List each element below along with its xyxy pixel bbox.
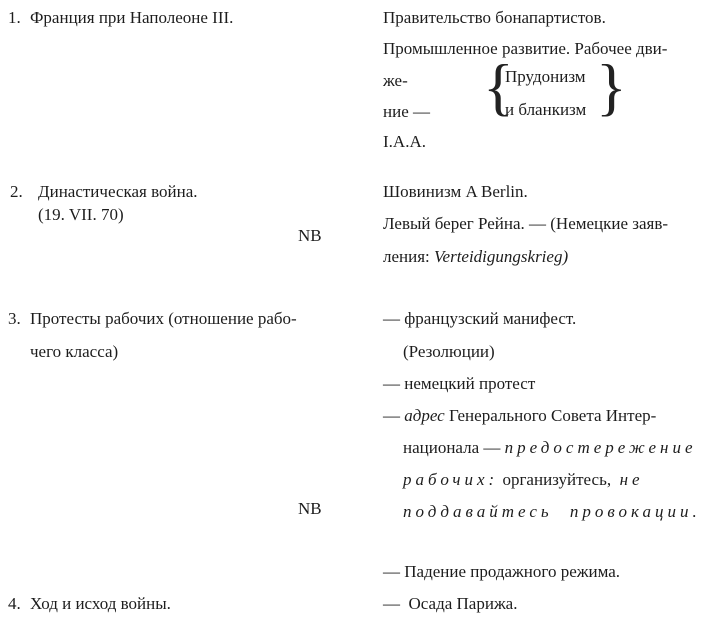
item3-right-line-4-italic: адрес — [404, 406, 445, 425]
item3-right-line-6-emphasis-2: не — [619, 470, 644, 489]
item3-right-line-3: — немецкий протест — [383, 374, 536, 393]
item3-right-line-4-dash: — — [383, 406, 405, 425]
item4-title: Ход и исход войны. — [30, 594, 171, 613]
item2-right-line-2: Левый берег Рейна. — (Немецкие заяв- — [383, 214, 669, 233]
item3-right-line-4-rest: Генерального Совета Интер- — [444, 406, 657, 425]
item3-right-line-2: (Резолюции) — [403, 342, 495, 361]
item2-date: (19. VII. 70) — [38, 205, 124, 224]
item3-right-line-4 — [383, 405, 656, 426]
item3-number: 3. — [8, 309, 21, 328]
brace-line-bottom: и бланкизм — [505, 100, 587, 119]
item1-title: Франция при Наполеоне III. — [30, 8, 234, 27]
item3-right-line-5 — [403, 437, 697, 458]
item2-right-line-3-prefix: ления: — [383, 247, 435, 266]
item3-right-line-7: поддавайтесь провокации. — [403, 502, 701, 521]
item4-number: 4. — [8, 594, 21, 613]
item2-right-line-1: Шовинизм A Berlin. — [383, 182, 528, 201]
item3-right-line-6 — [403, 469, 644, 490]
item1-right-line-5: I.A.A. — [383, 132, 426, 151]
item3-right-line-5-prefix: национала — — [403, 438, 505, 457]
item1-right-line-3: же- — [383, 71, 408, 90]
item4-right-line-1: — Падение продажного режима. — [383, 562, 621, 581]
item1-number: 1. — [8, 8, 21, 27]
item2-number: 2. — [10, 182, 23, 201]
item1-right-line-4: ние — — [383, 102, 430, 121]
item3-right-line-6-plain: организуйтесь, — [498, 470, 620, 489]
item3-title-2: чего класса) — [30, 342, 119, 361]
item2-right-line-3 — [383, 246, 568, 267]
item3-right-line-1: — французский манифест. — [383, 309, 577, 328]
item3-right-line-6-emphasis-1: рабочих: — [403, 470, 499, 489]
left-brace-icon: { — [483, 51, 514, 122]
item3-title-1: Протесты рабочих (отношение рабо- — [30, 309, 297, 328]
item2-title: Династическая война. — [38, 182, 198, 201]
nb-marker-1: NB — [298, 226, 322, 245]
item1-right-line-2: Промышленное развитие. Рабочее дви- — [383, 39, 668, 58]
item2-right-line-3-italic: Verteidigungskrieg) — [434, 247, 569, 266]
item3-right-line-5-emphasis: предостережение — [504, 438, 697, 457]
nb-marker-2: NB — [298, 499, 322, 518]
item4-right-line-2: — Осада Парижа. — [383, 594, 518, 613]
brace-line-top: Прудонизм — [505, 67, 586, 86]
item1-right-line-1: Правительство бонапартистов. — [383, 8, 606, 27]
right-brace-icon: } — [596, 51, 627, 122]
